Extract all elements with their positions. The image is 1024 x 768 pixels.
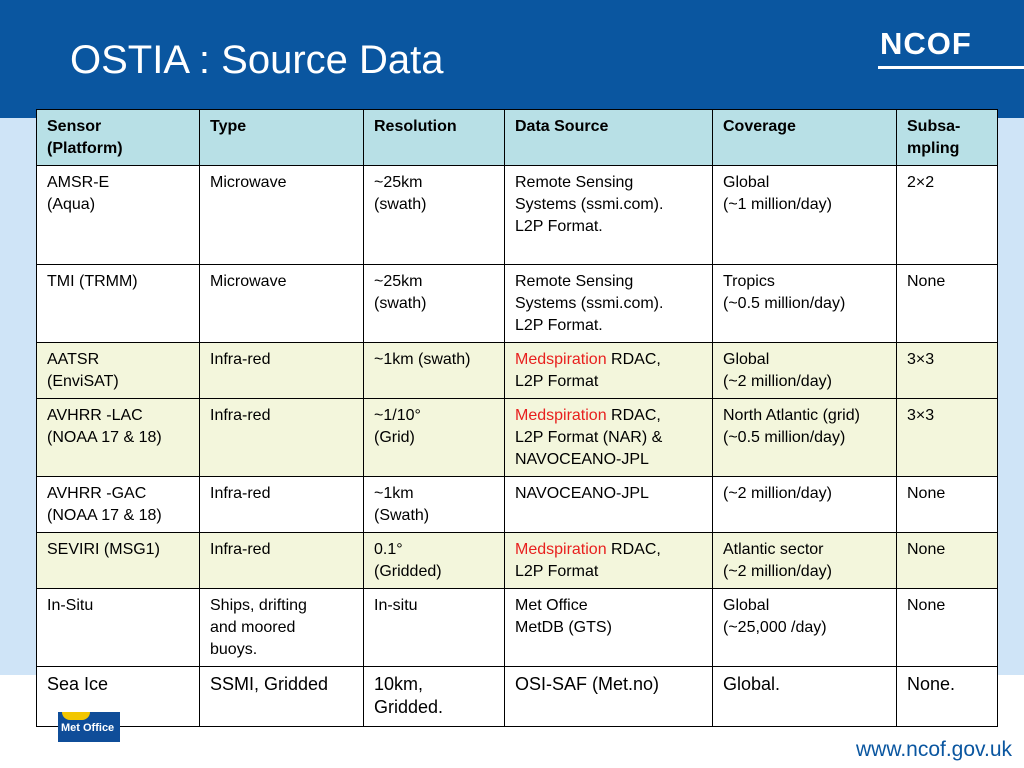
table-row (37, 477, 998, 533)
medspiration-label: Medspiration (515, 541, 607, 558)
logo-underline (878, 66, 1024, 69)
cell-type: Ships, drifting and moored buoys. (200, 589, 364, 667)
cell-type: Microwave (200, 166, 364, 265)
table-row (37, 399, 998, 477)
cell-sensor: AMSR-E (Aqua) (37, 166, 200, 265)
table-row (37, 667, 998, 727)
cell-resolution: ~25km (swath) (364, 166, 505, 265)
cell-subsampling: None (897, 477, 998, 533)
table-row (37, 343, 998, 399)
header-type: Type (200, 110, 364, 166)
cell-coverage: (~2 million/day) (713, 477, 897, 533)
cell-coverage: Global (~1 million/day) (713, 166, 897, 265)
cell-data-source: Remote Sensing Systems (ssmi.com). L2P Format. (505, 265, 713, 343)
cell-data-source: Met Office MetDB (GTS) (505, 589, 713, 667)
cell-subsampling: None. (897, 667, 998, 727)
cell-resolution: 10km, Gridded. (364, 667, 505, 727)
met-office-logo-swoosh-icon (62, 712, 90, 720)
cell-type: Infra-red (200, 533, 364, 589)
cell-resolution: 0.1° (Gridded) (364, 533, 505, 589)
cell-sensor: TMI (TRMM) (37, 265, 200, 343)
table-row (37, 589, 998, 667)
table-row (37, 533, 998, 589)
cell-data-source: NAVOCEANO-JPL (505, 477, 713, 533)
cell-data-source: Remote Sensing Systems (ssmi.com). L2P Format. (505, 166, 713, 265)
title-bar (0, 0, 1024, 118)
footer-url[interactable]: www.ncof.gov.uk (855, 738, 1012, 761)
cell-sensor: SEVIRI (MSG1) (37, 533, 200, 589)
cell-resolution: In-situ (364, 589, 505, 667)
header-sensor: Sensor (Platform) (37, 110, 200, 166)
cell-resolution: ~1km (swath) (364, 343, 505, 399)
source-data-table (36, 109, 998, 727)
cell-subsampling: None (897, 533, 998, 589)
cell-subsampling: 2×2 (897, 166, 998, 265)
source-data-table-container (36, 109, 997, 727)
cell-coverage: Global (~2 million/day) (713, 343, 897, 399)
cell-type: SSMI, Gridded (200, 667, 364, 727)
medspiration-label: Medspiration (515, 351, 607, 368)
cell-sensor: AVHRR -GAC (NOAA 17 & 18) (37, 477, 200, 533)
cell-type: Infra-red (200, 477, 364, 533)
header-resolution: Resolution (364, 110, 505, 166)
met-office-logo-text: Met Office (61, 722, 115, 734)
cell-sensor: In-Situ (37, 589, 200, 667)
header-coverage: Coverage (713, 110, 897, 166)
cell-subsampling: 3×3 (897, 343, 998, 399)
cell-coverage: Atlantic sector (~2 million/day) (713, 533, 897, 589)
table-header-row (37, 110, 998, 166)
cell-type: Microwave (200, 265, 364, 343)
cell-resolution: ~25km (swath) (364, 265, 505, 343)
cell-coverage: Global (~25,000 /day) (713, 589, 897, 667)
cell-coverage: Tropics (~0.5 million/day) (713, 265, 897, 343)
header-data-source: Data Source (505, 110, 713, 166)
cell-subsampling: 3×3 (897, 399, 998, 477)
cell-coverage: North Atlantic (grid) (~0.5 million/day) (713, 399, 897, 477)
cell-data-source: OSI-SAF (Met.no) (505, 667, 713, 727)
table-row (37, 166, 998, 265)
cell-sensor: AATSR (EnviSAT) (37, 343, 200, 399)
cell-subsampling: None (897, 265, 998, 343)
slide-title: OSTIA : Source Data (70, 38, 444, 82)
cell-type: Infra-red (200, 343, 364, 399)
cell-data-source: Medspiration RDAC, L2P Format (NAR) & NAVOCEANO-JPL (505, 399, 713, 477)
cell-sensor: AVHRR -LAC (NOAA 17 & 18) (37, 399, 200, 477)
cell-type: Infra-red (200, 399, 364, 477)
cell-data-source: Medspiration RDAC, L2P Format (505, 533, 713, 589)
table-row (37, 265, 998, 343)
ncof-logo: NCOF (880, 26, 972, 61)
cell-sensor: Sea Ice (37, 667, 200, 727)
medspiration-label: Medspiration (515, 407, 607, 424)
cell-resolution: ~1/10° (Grid) (364, 399, 505, 477)
cell-resolution: ~1km (Swath) (364, 477, 505, 533)
header-subsampling: Subsa- mpling (897, 110, 998, 166)
cell-data-source: Medspiration RDAC, L2P Format (505, 343, 713, 399)
cell-subsampling: None (897, 589, 998, 667)
cell-coverage: Global. (713, 667, 897, 727)
